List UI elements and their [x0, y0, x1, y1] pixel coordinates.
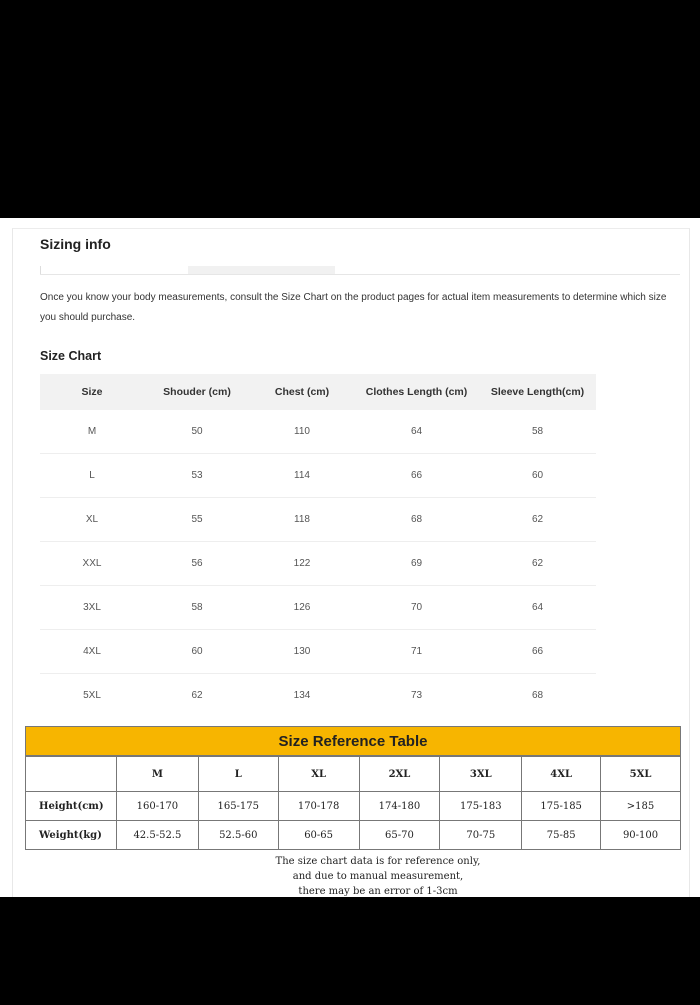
table-cell: 4XL — [40, 630, 144, 674]
table-row — [40, 454, 596, 498]
table-cell: 65-70 — [359, 821, 440, 850]
column-header: Size — [40, 374, 144, 410]
page-title: Sizing info — [40, 236, 111, 252]
table-cell: 70 — [354, 586, 479, 630]
intro-text: Once you know your body measurements, consult the Size Chart on the product pages for actual item measurements to determine which size you should purchase. — [40, 292, 667, 323]
sizing-info-panel — [0, 218, 700, 897]
table-cell: 50 — [144, 410, 250, 454]
table-cell: 70-75 — [440, 821, 522, 850]
table-cell: 73 — [410, 690, 423, 701]
table-cell: 53 — [144, 454, 250, 498]
table-row — [40, 586, 596, 630]
table-cell: 3XL — [40, 586, 144, 630]
table-cell: 60 — [479, 454, 596, 498]
table-cell: >185 — [601, 792, 681, 821]
table-cell: 58 — [144, 586, 250, 630]
table-cell: 58 — [479, 410, 596, 454]
table-cell: 170-178 — [278, 792, 359, 821]
size-header-cell: L — [198, 757, 278, 792]
weight-row — [26, 821, 681, 850]
size-chart-header-row — [40, 374, 596, 410]
size-chart-heading: Size Chart — [40, 349, 102, 363]
column-header: Chest (cm) — [250, 374, 354, 410]
table-cell: 66 — [479, 630, 596, 674]
table-cell: 114 — [250, 454, 354, 498]
note-line: and due to manual measurement, — [292, 871, 464, 882]
height-row — [26, 792, 681, 821]
table-row — [40, 410, 596, 454]
table-cell: 66 — [354, 454, 479, 498]
size-reference-table — [25, 756, 681, 850]
table-cell: 118 — [250, 498, 354, 542]
table-row — [40, 498, 596, 542]
table-cell: XL — [40, 498, 144, 542]
table-cell: 69 — [354, 542, 479, 586]
table-cell: 62 — [191, 690, 203, 701]
table-cell: L — [40, 454, 144, 498]
table-cell: 130 — [250, 630, 354, 674]
row-label: Height(cm) — [26, 792, 117, 821]
note-line: The size chart data is for reference only, — [275, 856, 481, 867]
size-header-cell: 5XL — [601, 757, 681, 792]
size-reference-section — [25, 726, 681, 897]
size-header-row — [26, 757, 681, 792]
table-cell: 55 — [144, 498, 250, 542]
tab-indicator — [188, 266, 335, 274]
size-header-cell: M — [116, 757, 198, 792]
size-header-cell: 2XL — [359, 757, 440, 792]
table-cell: 110 — [250, 410, 354, 454]
row-label: Weight(kg) — [26, 821, 117, 850]
table-cell: XXL — [40, 542, 144, 586]
table-cell: 160-170 — [116, 792, 198, 821]
column-header: Sleeve Length(cm) — [479, 374, 596, 410]
column-header: Shouder (cm) — [144, 374, 250, 410]
table-row — [40, 630, 596, 674]
table-cell: 62 — [479, 542, 596, 586]
reference-note — [25, 854, 681, 897]
table-cell: 134 — [293, 690, 311, 701]
table-cell: 75-85 — [522, 821, 601, 850]
table-cell: 60-65 — [278, 821, 359, 850]
note-line: there may be an error of 1-3cm — [298, 886, 458, 897]
table-cell: 126 — [250, 586, 354, 630]
size-chart-table — [40, 374, 596, 717]
size-reference-title: Size Reference Table — [25, 726, 681, 756]
column-header: Clothes Length (cm) — [354, 374, 479, 410]
table-cell: 64 — [479, 586, 596, 630]
table-cell: 175-185 — [522, 792, 601, 821]
table-cell: 60 — [144, 630, 250, 674]
table-cell: 64 — [354, 410, 479, 454]
table-cell: 68 — [531, 690, 544, 701]
table-row — [40, 674, 596, 718]
size-header-cell: 3XL — [440, 757, 522, 792]
table-cell: 42.5-52.5 — [116, 821, 198, 850]
table-cell: M — [40, 410, 144, 454]
table-cell: 52.5-60 — [198, 821, 278, 850]
table-cell: 62 — [479, 498, 596, 542]
size-header-cell: XL — [278, 757, 359, 792]
table-row — [40, 542, 596, 586]
size-header-cell: 4XL — [522, 757, 601, 792]
tab-bar-line — [40, 274, 680, 275]
table-cell: 71 — [354, 630, 479, 674]
table-cell: 68 — [354, 498, 479, 542]
tab-divider — [40, 266, 41, 274]
table-cell: 5XL — [83, 690, 101, 701]
table-cell: 175-183 — [440, 792, 522, 821]
table-cell: 174-180 — [359, 792, 440, 821]
empty-cell — [26, 757, 117, 792]
table-cell: 165-175 — [198, 792, 278, 821]
table-cell: 56 — [144, 542, 250, 586]
table-cell: 90-100 — [601, 821, 681, 850]
table-cell: 122 — [250, 542, 354, 586]
